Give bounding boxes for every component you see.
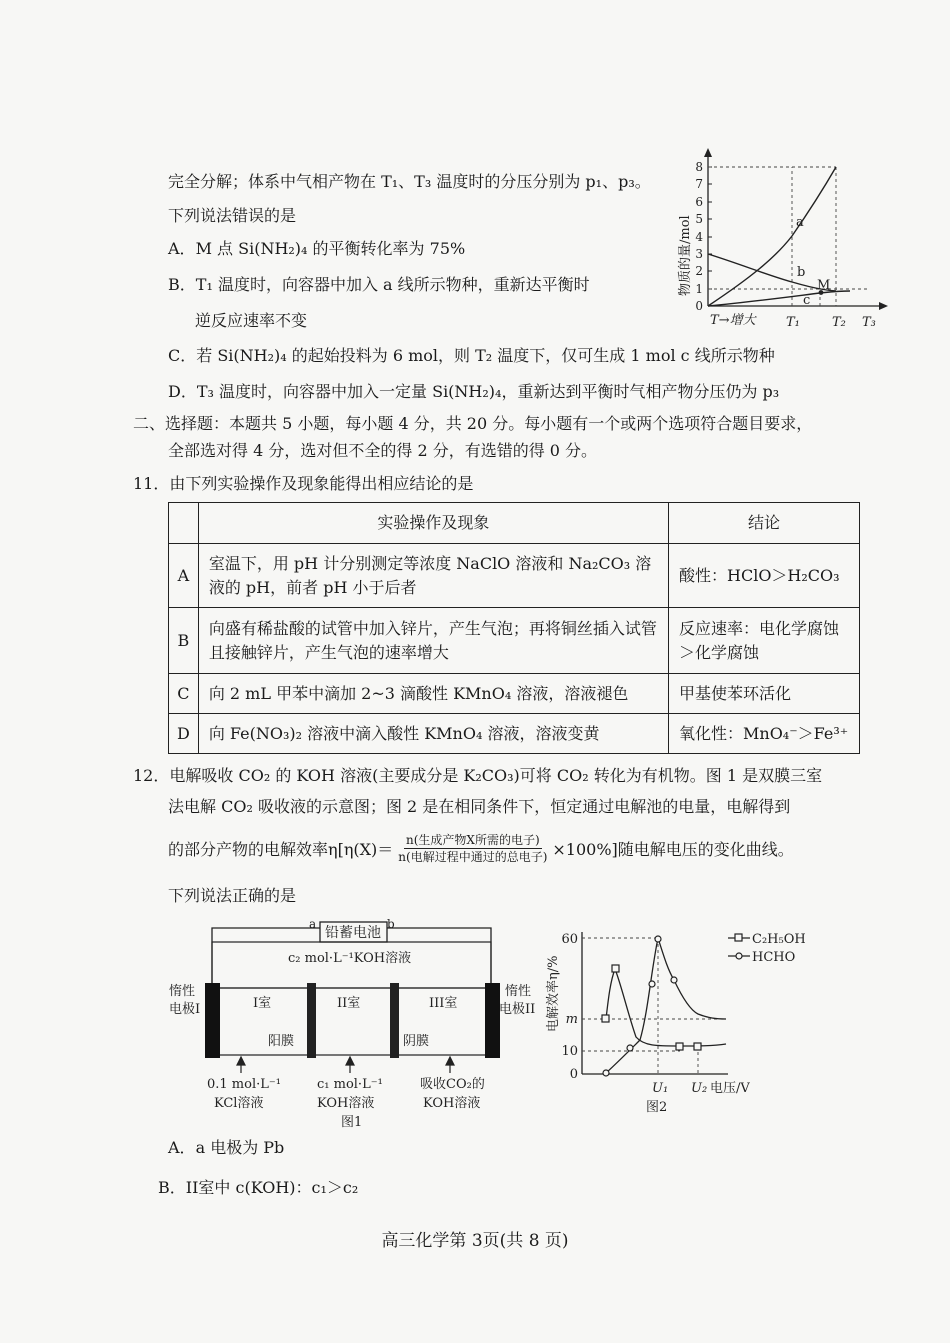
y-tick: 2 bbox=[695, 264, 703, 278]
figure1-caption: 图1 bbox=[341, 1115, 363, 1130]
series-c2h5oh bbox=[606, 969, 726, 1046]
row-operation: 向盛有稀盐酸的试管中加入锌片，产生气泡；再将铜丝插入试管且接触锌片，产生气泡的速率增大 bbox=[198, 608, 668, 674]
battery-label: 铅蓄电池 bbox=[325, 925, 381, 941]
y-tick: 0 bbox=[695, 299, 703, 313]
question-number: 11． bbox=[133, 474, 170, 493]
table-header-empty bbox=[169, 503, 199, 544]
fig2-x-label-u1: U₁ bbox=[652, 1081, 669, 1096]
table-header-conclusion: 结论 bbox=[669, 503, 860, 544]
figure2-caption: 图2 bbox=[646, 1100, 668, 1115]
equilibrium-graph bbox=[670, 148, 890, 333]
marker-c2h5oh bbox=[602, 1015, 609, 1022]
row-conclusion: 氧化性：MnO₄⁻＞Fe³⁺ bbox=[669, 714, 860, 754]
x-label-t3: T₃ bbox=[862, 315, 876, 330]
option-label: B． bbox=[168, 275, 196, 294]
q10-option-c bbox=[168, 345, 775, 367]
fig2-x-label-u2: U₂ bbox=[691, 1081, 708, 1096]
y-tick: 5 bbox=[695, 212, 703, 226]
electrode-right bbox=[485, 983, 500, 1058]
q12-prompt: 下列说法正确的是 bbox=[168, 886, 297, 905]
curve-label-c: c bbox=[803, 293, 811, 308]
cation-membrane-label: 阳膜 bbox=[268, 1034, 295, 1049]
efficiency-fraction bbox=[396, 832, 549, 865]
q12-option-a bbox=[168, 1137, 284, 1159]
inlet-2-line1: c₁ mol·L⁻¹ bbox=[317, 1077, 383, 1092]
fraction-numerator: n(生成产物X所需的电子) bbox=[406, 832, 540, 847]
fig2-x-axis-label: 电压/V bbox=[710, 1081, 750, 1096]
table-header-row bbox=[169, 503, 860, 544]
cation-membrane bbox=[307, 983, 316, 1058]
inlet-3-line2: KOH溶液 bbox=[423, 1096, 481, 1111]
q12-option-b bbox=[158, 1177, 358, 1199]
row-conclusion: 反应速率：电化学腐蚀＞化学腐蚀 bbox=[669, 608, 860, 674]
section2-line1: 二、选择题：本题共 5 小题，每小题 4 分，共 20 分。每小题有一个或两个选项符合题目要求， bbox=[133, 414, 813, 433]
q12-line3 bbox=[168, 826, 794, 870]
y-tick: 3 bbox=[695, 247, 703, 261]
q10-option-b bbox=[168, 274, 590, 296]
series-hcho bbox=[606, 938, 726, 1073]
option-text: 若 Si(NH₂)₄ 的起始投料为 6 mol，则 T₂ 温度下，仅可生成 1 mol c 线所示物种 bbox=[196, 346, 775, 365]
marker-hcho bbox=[627, 1045, 633, 1051]
legend-label-hcho: HCHO bbox=[752, 950, 796, 965]
electrode-left-label-1: 惰性 bbox=[169, 984, 196, 999]
curve-c bbox=[708, 291, 850, 306]
curve-label-a: a bbox=[796, 215, 804, 230]
x-label-t: T→增大 bbox=[710, 313, 756, 328]
q12-line2: 法电解 CO₂ 吸收液的示意图；图 2 是在相同条件下，恒定通过电解池的电量，电解得到 bbox=[168, 797, 791, 816]
option-label: B． bbox=[158, 1178, 186, 1197]
fig2-y-tick-0: 0 bbox=[569, 1067, 578, 1082]
legend-marker-c2h5oh bbox=[735, 934, 742, 941]
q12-line1 bbox=[133, 765, 822, 787]
marker-c2h5oh bbox=[676, 1043, 683, 1050]
terminal-b: b bbox=[387, 917, 395, 931]
table-row bbox=[169, 674, 860, 714]
inlet-3-line1: 吸收CO₂的 bbox=[420, 1077, 485, 1092]
q12-line3-post: ×100%]随电解电压的变化曲线。 bbox=[552, 839, 794, 859]
section2-line2: 全部选对得 4 分，选对但不全的得 2 分，有选错的得 0 分。 bbox=[168, 441, 598, 460]
y-axis-label: 物质的量/mol bbox=[678, 215, 693, 296]
top-solution-label: c₂ mol·L⁻¹KOH溶液 bbox=[288, 951, 412, 966]
row-label: C bbox=[169, 674, 199, 714]
marker-hcho bbox=[603, 1070, 609, 1076]
electrode-right-label-2: 电极II bbox=[499, 1002, 536, 1017]
q10-option-a bbox=[168, 238, 465, 260]
inlet-1-line1: 0.1 mol·L⁻¹ bbox=[207, 1077, 281, 1092]
fig2-y-tick-10: 10 bbox=[561, 1044, 578, 1059]
row-conclusion: 甲基使苯环活化 bbox=[669, 674, 860, 714]
row-operation: 向 2 mL 甲苯中滴加 2~3 滴酸性 KMnO₄ 溶液，溶液褪色 bbox=[198, 674, 668, 714]
curve-label-b: b bbox=[797, 265, 806, 280]
option-text: M 点 Si(NH₂)₄ 的平衡转化率为 75% bbox=[195, 239, 466, 258]
marker-c2h5oh bbox=[694, 1043, 701, 1050]
option-label: A． bbox=[168, 239, 196, 258]
anion-membrane-label: 阴膜 bbox=[403, 1034, 430, 1049]
table-header-operation: 实验操作及现象 bbox=[198, 503, 668, 544]
point-m-label: M bbox=[817, 278, 831, 293]
electrode-left bbox=[205, 983, 220, 1058]
fig2-y-tick-60: 60 bbox=[561, 932, 578, 947]
room-3-label: III室 bbox=[429, 996, 458, 1011]
fig2-y-axis-label: 电解效率η/% bbox=[546, 955, 561, 1032]
y-axis-arrow bbox=[704, 148, 712, 157]
x-label-t2: T₂ bbox=[832, 315, 846, 330]
marker-hcho bbox=[649, 981, 655, 987]
q10-option-d bbox=[168, 381, 779, 403]
q10-option-b-cont: 逆反应速率不变 bbox=[195, 311, 308, 330]
anion-membrane bbox=[390, 983, 399, 1058]
question-text: 电解吸收 CO₂ 的 KOH 溶液(主要成分是 K₂CO₃)可将 CO₂ 转化为有机物。图 1 是双膜三室 bbox=[169, 766, 823, 785]
row-conclusion: 酸性：HClO＞H₂CO₃ bbox=[669, 544, 860, 608]
y-tick: 7 bbox=[695, 177, 703, 191]
row-operation: 室温下，用 pH 计分别测定等浓度 NaClO 溶液和 Na₂CO₃ 溶液的 pH，前者 pH 小于后者 bbox=[198, 544, 668, 608]
x-axis-arrow bbox=[879, 302, 888, 310]
legend-marker-hcho bbox=[736, 953, 742, 959]
room-2-label: II室 bbox=[337, 996, 361, 1011]
figure2-efficiency-chart bbox=[538, 922, 823, 1122]
terminal-a: a bbox=[309, 917, 317, 931]
table-row bbox=[169, 608, 860, 674]
marker-hcho bbox=[655, 936, 661, 942]
inlet-1-line2: KCl溶液 bbox=[214, 1096, 264, 1111]
q10-prompt: 下列说法错误的是 bbox=[168, 206, 297, 225]
q11-stem bbox=[133, 473, 473, 495]
x-label-t1: T₁ bbox=[786, 315, 800, 330]
question-text: 由下列实验操作及现象能得出相应结论的是 bbox=[169, 474, 474, 493]
row-label: D bbox=[169, 714, 199, 754]
y-tick: 1 bbox=[695, 282, 703, 296]
experiment-table bbox=[168, 502, 860, 754]
option-label: D． bbox=[168, 382, 197, 401]
marker-hcho bbox=[671, 977, 677, 983]
table-row bbox=[169, 714, 860, 754]
y-tick: 6 bbox=[695, 195, 703, 209]
row-label: B bbox=[169, 608, 199, 674]
option-text: T₃ 温度时，向容器中加入一定量 Si(NH₂)₄，重新达到平衡时气相产物分压仍为 p₃ bbox=[196, 382, 780, 401]
row-operation: 向 Fe(NO₃)₂ 溶液中滴入酸性 KMnO₄ 溶液，溶液变黄 bbox=[198, 714, 668, 754]
y-tick: 4 bbox=[695, 230, 703, 244]
q10-intro: 完全分解；体系中气相产物在 T₁、T₃ 温度时的分压分别为 p₁、p₃。 bbox=[168, 172, 651, 191]
electrode-left-label-2: 电极I bbox=[169, 1002, 201, 1017]
option-text: T₁ 温度时，向容器中加入 a 线所示物种，重新达平衡时 bbox=[195, 275, 590, 294]
fig2-y-tick-m: m bbox=[565, 1012, 578, 1027]
figure1-electrolysis-cell bbox=[165, 915, 545, 1130]
table-row bbox=[169, 544, 860, 608]
option-label: A． bbox=[168, 1138, 196, 1157]
option-text: a 电极为 Pb bbox=[195, 1138, 285, 1157]
fraction-denominator: n(电解过程中通过的总电子) bbox=[398, 849, 548, 864]
electrode-right-label-1: 惰性 bbox=[505, 984, 532, 999]
inlet-2-line2: KOH溶液 bbox=[317, 1096, 375, 1111]
option-label: C． bbox=[168, 346, 197, 365]
question-number: 12． bbox=[133, 766, 170, 785]
room-1-label: I室 bbox=[253, 996, 272, 1011]
row-label: A bbox=[169, 544, 199, 608]
legend-label-c2h5oh: C₂H₅OH bbox=[752, 932, 806, 947]
option-text: II室中 c(KOH)：c₁＞c₂ bbox=[185, 1178, 359, 1197]
page-footer: 高三化学第 3页(共 8 页) bbox=[381, 1231, 569, 1251]
marker-c2h5oh bbox=[612, 965, 619, 972]
y-tick: 8 bbox=[695, 160, 703, 174]
q12-line3-pre: 的部分产物的电解效率η[η(X)＝ bbox=[168, 839, 394, 859]
